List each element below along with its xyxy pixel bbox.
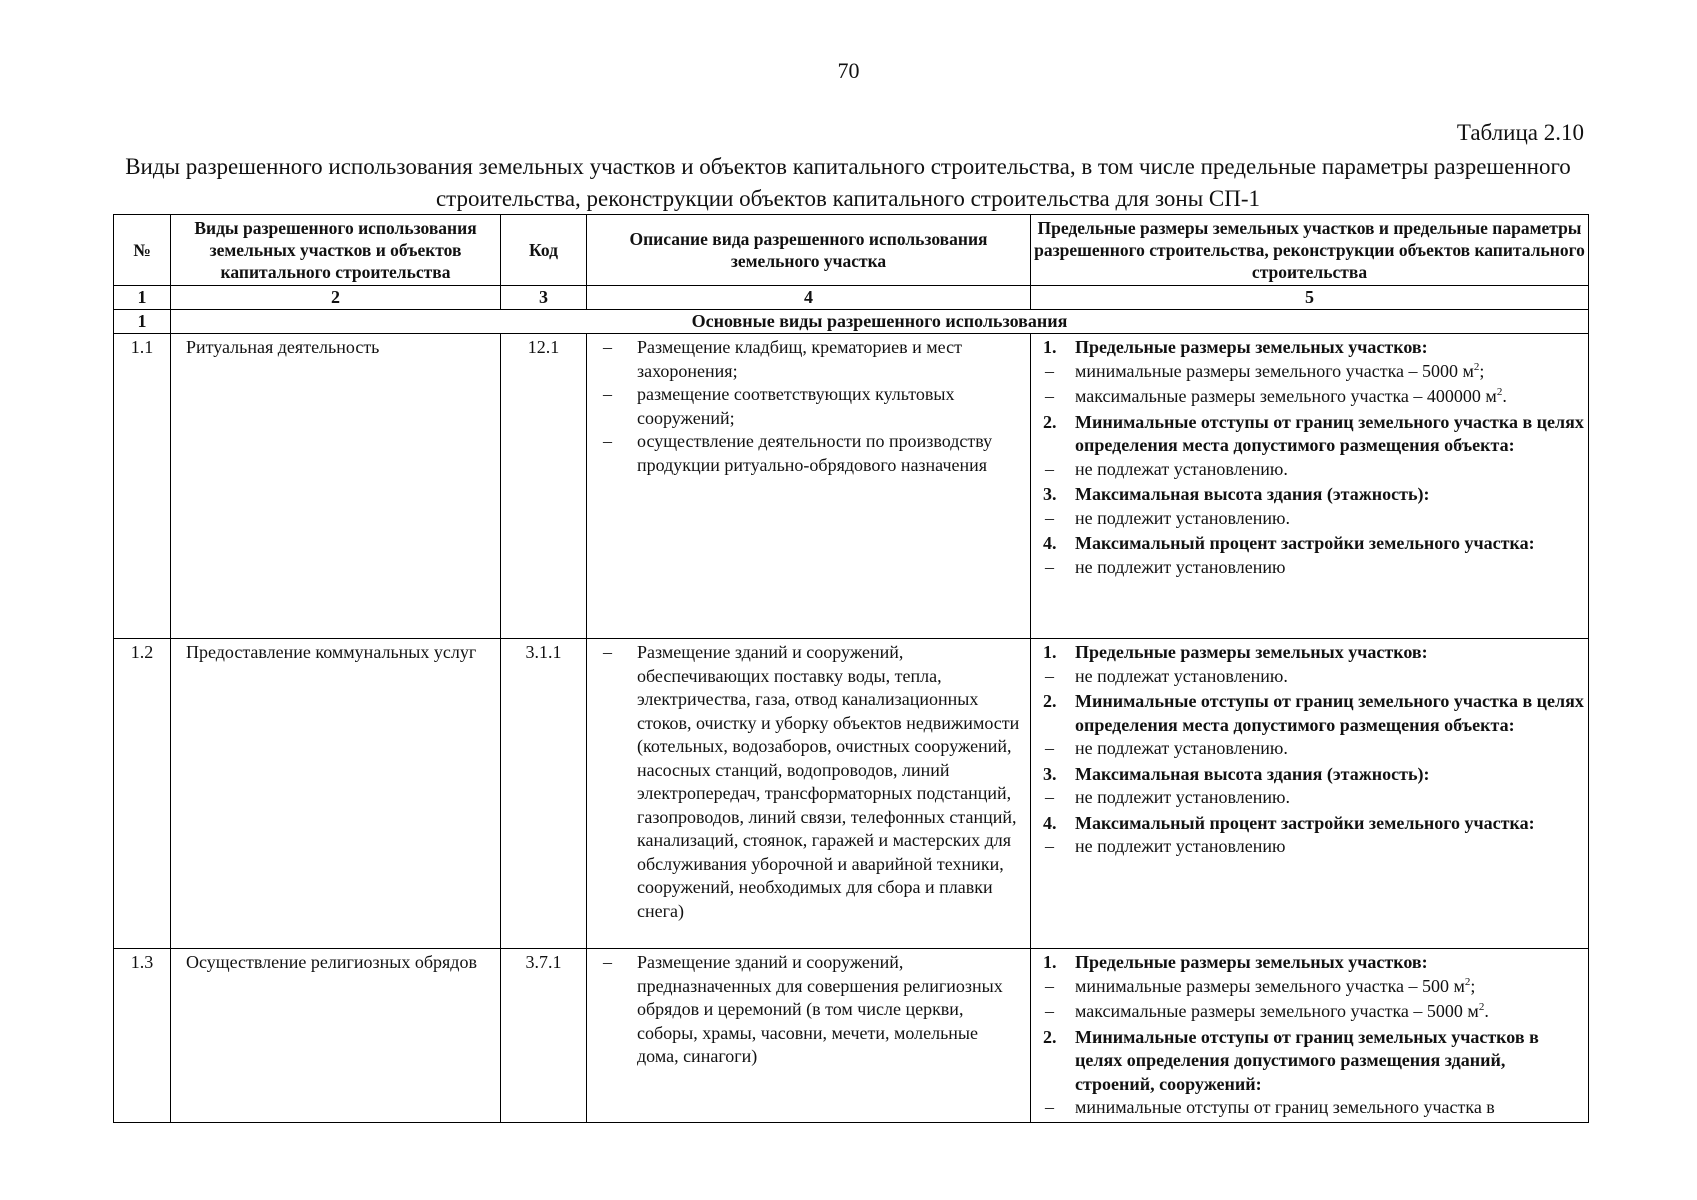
limit-item: – не подлежат установлению. [1045, 458, 1288, 479]
table-row [114, 949, 1589, 1123]
limit-item: – не подлежит установлению [1045, 836, 1286, 856]
row-num: 1.1 [114, 334, 171, 639]
limit-item: – минимальные размеры земельного участка – 5000 $м^2$; [1045, 360, 1485, 381]
row-desc [587, 334, 1031, 639]
limit-heading: 2. Минимальные отступы от границ земельного участка в целях определения места допустимого размещения объекта: [1043, 691, 1584, 735]
row-limits [1031, 334, 1589, 639]
desc-item: – Размещение зданий и сооружений, предназначенных для совершения религиозных обрядов и церемоний (в том числе церкви, соборы, храмы, часовни, мечети, молельные дома, синагоги) [603, 952, 1003, 1066]
limit-heading: 3. Максимальная высота здания (этажность): [1043, 763, 1430, 784]
limit-heading: 4. Максимальный процент застройки земельного участка: [1043, 812, 1535, 833]
section-row [114, 310, 1589, 334]
desc-item: – размещение соответствующих культовых сооружений; [603, 384, 955, 428]
dash: – [603, 337, 612, 357]
limit-item: – не подлежит установлению. [1045, 787, 1290, 807]
column-number: 2 [171, 286, 501, 310]
page-number: 70 [837, 58, 860, 83]
limit-item: – не подлежат установлению. [1045, 738, 1288, 758]
section-title: Основные виды разрешенного использования [171, 310, 1589, 334]
column-number: 3 [501, 286, 587, 310]
table-title: Виды разрешенного использования земельных участков и объектов капитального строительства, в том числе предельные параметры разрешенного строительства, реконструкции объектов капитального строительства для зоны СП-1 [125, 154, 1571, 211]
row-code: 3.7.1 [501, 949, 587, 1123]
column-number: 1 [114, 286, 171, 310]
desc-item: – осуществление деятельности по производству продукции ритуально-обрядового назначения [603, 431, 993, 475]
limit-item: – не подлежит установлению. [1045, 507, 1290, 528]
header-code: Код [501, 215, 587, 286]
row-kind: Ритуальная деятельность [171, 334, 501, 639]
limit-heading: 4. Максимальный процент застройки земельного участка: [1043, 533, 1535, 553]
header-row [114, 215, 1589, 286]
row-code: 3.1.1 [501, 639, 587, 949]
row-limits [1031, 949, 1589, 1123]
dash: – [603, 642, 612, 662]
dash: – [603, 384, 612, 404]
dash: – [603, 952, 612, 972]
limit-item: – максимальные размеры земельного участка – 400000 $м^2$. [1045, 386, 1507, 406]
row-desc [587, 949, 1031, 1123]
table-row [114, 334, 1589, 639]
row-desc [587, 639, 1031, 949]
row-num: 1.2 [114, 639, 171, 949]
desc-item: – Размещение кладбищ, крематориев и мест захоронения; [603, 337, 962, 381]
section-num: 1 [114, 310, 171, 334]
row-code: 12.1 [501, 334, 587, 639]
table-caption: Таблица 2.10 [1456, 120, 1584, 145]
column-number: 4 [587, 286, 1031, 310]
limit-heading: 1. Предельные размеры земельных участков: [1043, 952, 1428, 972]
limit-heading: 3. Максимальная высота здания (этажность): [1043, 484, 1430, 504]
row-kind: Осуществление религиозных обрядов [171, 949, 501, 1123]
header-limits: Предельные размеры земельных участков и предельные параметры разрешенного строительства, реконструкции объектов капитального строительства [1031, 215, 1589, 286]
limit-item: – не подлежит установлению [1045, 556, 1286, 577]
limit-heading: 2. Минимальные отступы от границ земельного участка в целях определения места допустимого размещения объекта: [1043, 411, 1584, 455]
column-number: 5 [1031, 286, 1589, 310]
desc-item: – Размещение зданий и сооружений, обеспечивающих поставку воды, тепла, электричества, газа, отвод канализационных стоков, очистку и уборку объектов недвижимости (котельных, водозаборов, очистных сооружений, насосных станций, водопроводов, линий электропередач, трансформаторных подстанций, газопроводов, линий связи, телефонных станций, канализаций, стоянок, гаражей и мастерских для обслуживания уборочной и аварийной техники, сооружений, необходимых для сбора и плавки снега) [603, 642, 1020, 921]
table-row [114, 639, 1589, 949]
limit-item: – максимальные размеры земельного участка – 5000 $м^2$. [1045, 1001, 1489, 1021]
row-kind: Предоставление коммунальных услуг [171, 639, 501, 949]
row-limits [1031, 639, 1589, 949]
limit-heading: 1. Предельные размеры земельных участков: [1043, 642, 1428, 662]
limit-item: – не подлежат установлению. [1045, 665, 1288, 686]
limit-heading: 2. Минимальные отступы от границ земельных участков в целях определения допустимого размещения зданий, строений, сооружений: [1043, 1026, 1539, 1094]
limit-heading: 1. Предельные размеры земельных участков: [1043, 337, 1428, 357]
land-use-table [113, 214, 1589, 1123]
header-desc: Описание вида разрешенного использования земельного участка [587, 215, 1031, 286]
dash: – [603, 431, 612, 451]
header-kind: Виды разрешенного использования земельных участков и объектов капитального строительства [171, 215, 501, 286]
row-num: 1.3 [114, 949, 171, 1123]
column-number-row [114, 286, 1589, 310]
limit-item: – минимальные размеры земельного участка – 500 $м^2$; [1045, 975, 1476, 996]
header-num: № [114, 215, 171, 286]
limit-item: – минимальные отступы от границ земельного участка в [1045, 1097, 1495, 1117]
